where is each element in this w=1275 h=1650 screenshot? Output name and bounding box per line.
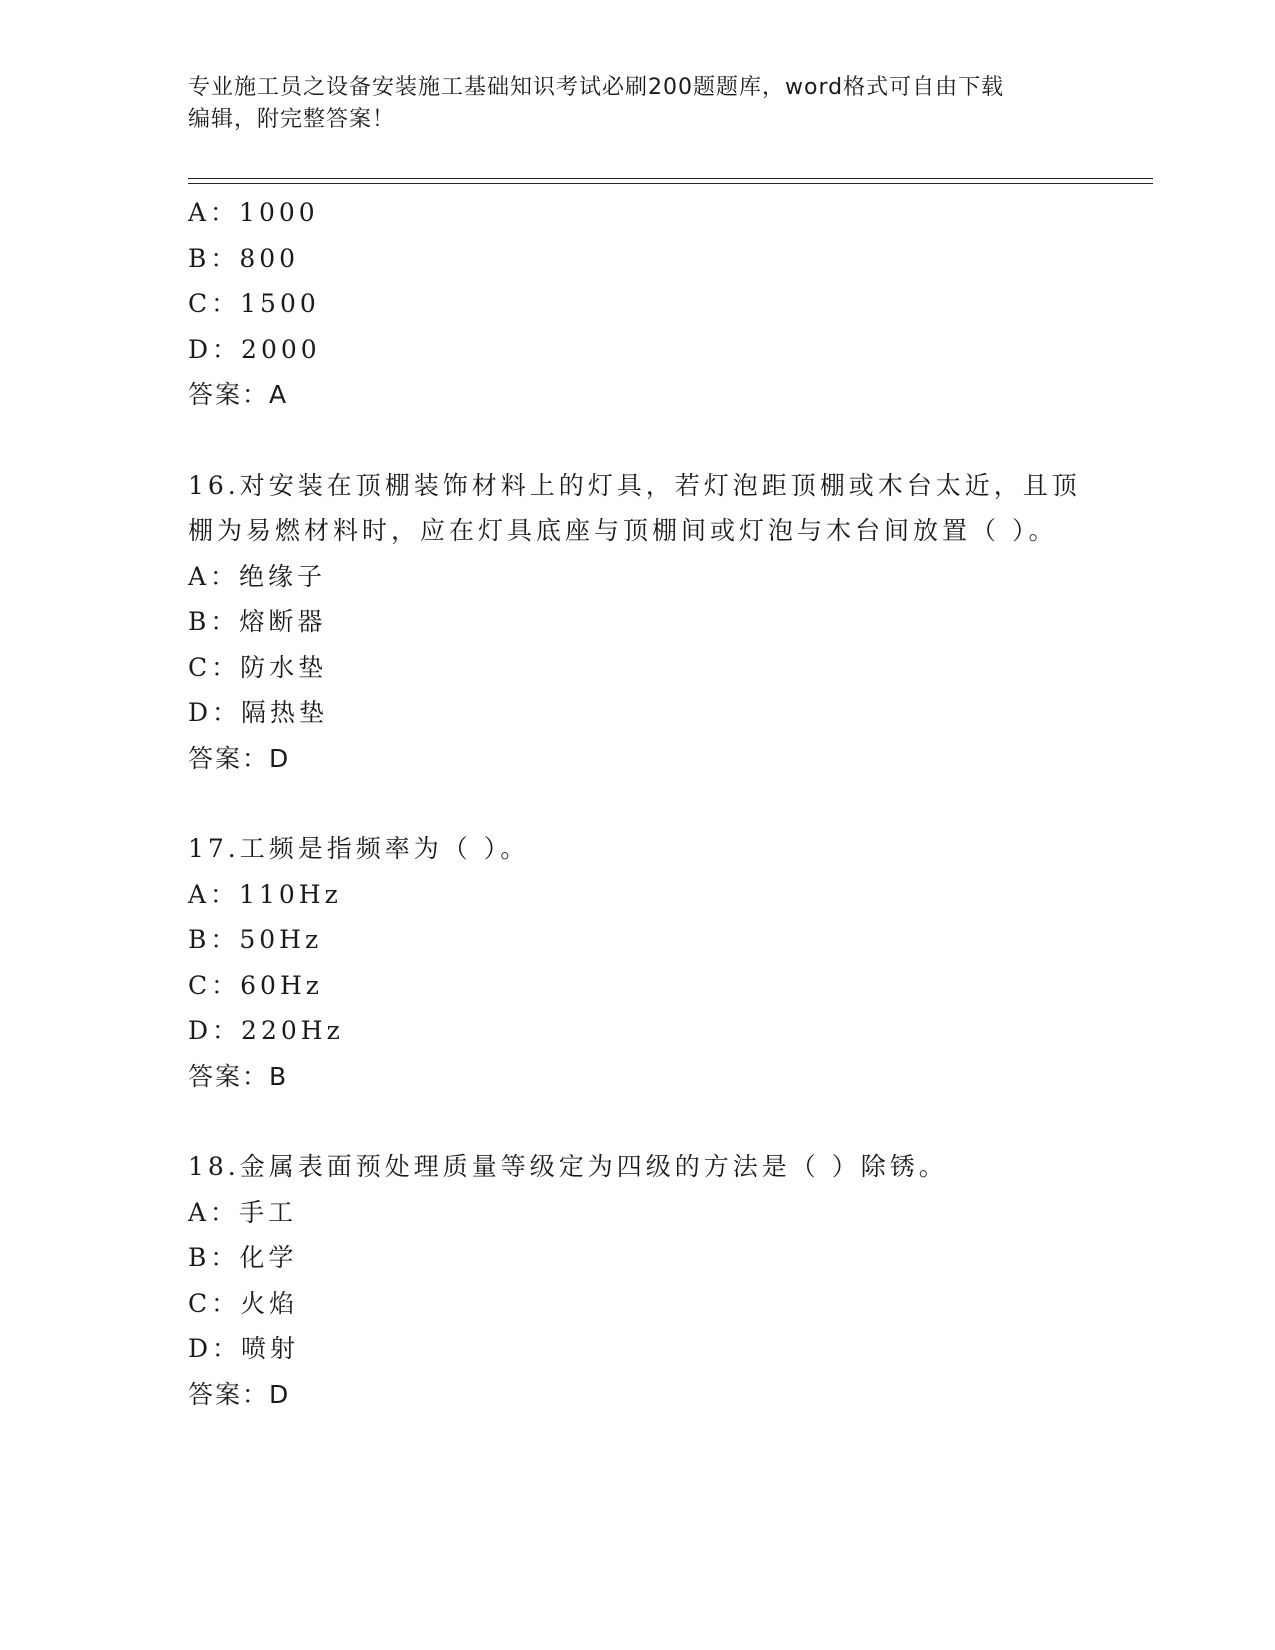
answer-line: 答案：D <box>188 1379 291 1409</box>
header-divider-top <box>188 178 1153 179</box>
option-b: B：800 <box>188 243 300 273</box>
question-17 <box>188 826 1128 1099</box>
option-d: D：220Hz <box>188 1016 344 1045</box>
question-16 <box>188 463 1128 782</box>
document-header <box>188 72 1088 136</box>
question-stem-line-2: 棚为易燃材料时，应在灯具底座与顶棚间或灯泡与木台间放置（ ）。 <box>188 516 1058 545</box>
option-c: C：火焰 <box>188 1288 299 1318</box>
option-c: C：60Hz <box>188 970 323 1000</box>
option-c: C：防水垫 <box>188 652 328 682</box>
option-a: A：绝缘子 <box>188 561 327 591</box>
question-list <box>188 190 1128 1417</box>
option-a: A：手工 <box>188 1197 298 1227</box>
answer-line: 答案：A <box>188 380 289 409</box>
header-title-line-1: 专业施工员之设备安装施工基础知识考试必刷200题题库，word格式可自由下载 <box>188 75 1005 100</box>
spacer <box>188 418 1128 463</box>
option-d: D：2000 <box>188 334 321 364</box>
option-a: A：1000 <box>188 198 319 227</box>
question-15 <box>188 190 1128 418</box>
option-a: A：110Hz <box>188 879 342 909</box>
option-c: C：1500 <box>188 289 320 318</box>
header-divider-bottom <box>188 183 1153 184</box>
question-stem-line-1: 17.工频是指频率为（ ）。 <box>188 834 530 863</box>
option-b: B：熔断器 <box>188 607 327 636</box>
option-b: B：化学 <box>188 1243 298 1272</box>
option-b: B：50Hz <box>188 925 323 954</box>
header-title-line-2: 编辑，附完整答案！ <box>188 107 396 132</box>
spacer <box>188 1099 1128 1144</box>
spacer <box>188 781 1128 826</box>
option-d: D：喷射 <box>188 1334 300 1363</box>
option-d: D：隔热垫 <box>188 698 329 727</box>
answer-line: 答案：B <box>188 1061 289 1091</box>
question-18 <box>188 1144 1128 1417</box>
answer-line: 答案：D <box>188 743 291 773</box>
question-stem-line-1: 18.金属表面预处理质量等级定为四级的方法是（ ）除锈。 <box>188 1152 948 1181</box>
question-stem-line-1: 16.对安装在顶棚装饰材料上的灯具，若灯泡距顶棚或木台太近，且顶 <box>188 470 1081 500</box>
